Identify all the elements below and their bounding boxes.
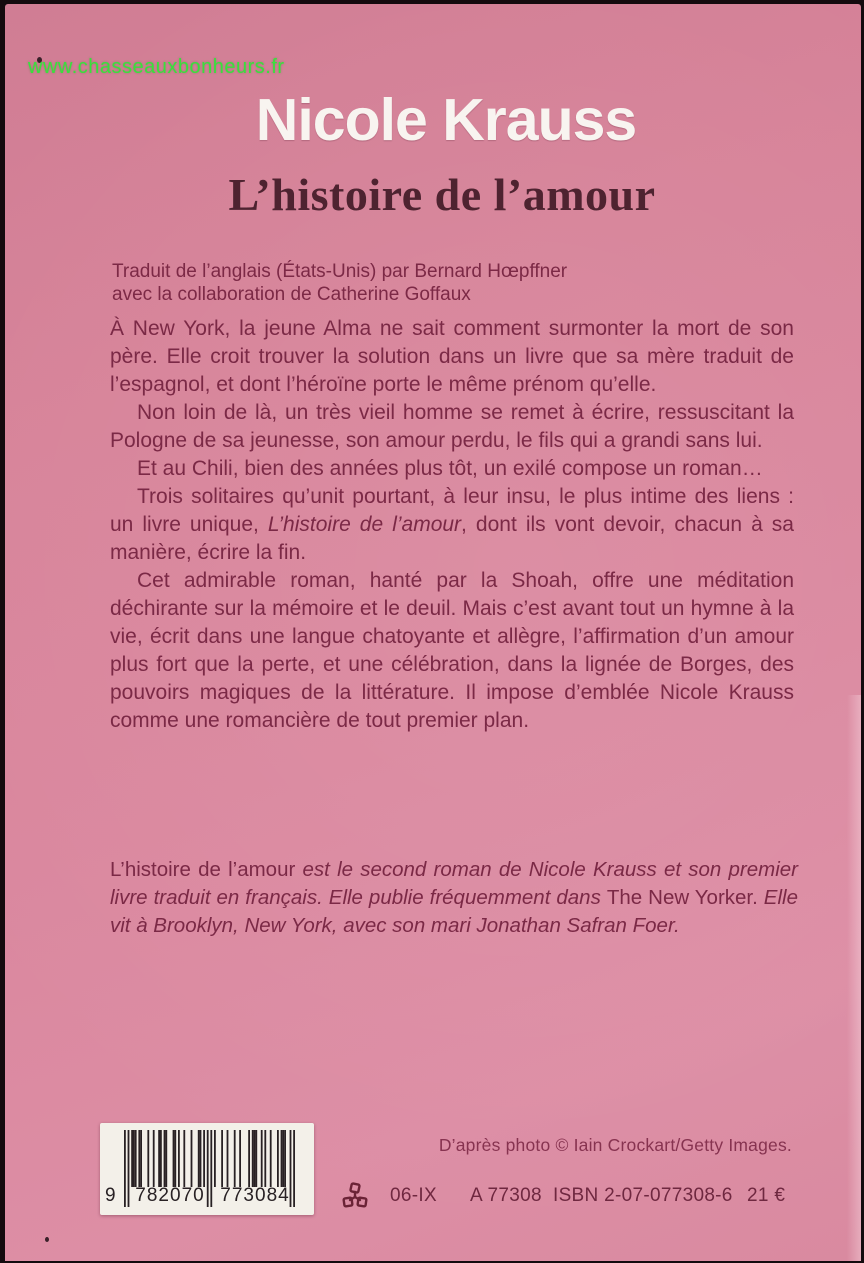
synopsis-paragraph [110,567,794,735]
synopsis-paragraph [110,483,794,567]
text-segment: Cet admirable roman, hanté par la Shoah, offre une méditation déchirante sur la mémoire et le deuil. Mais c’est avant tout un hymne à la vie, écrit dans une langue chatoyante et allègre, l’affirmation d’un amour plus fort que la perte, et une célébration, dans la lignée de Borges, des pouvoirs magiques de la littérature. Il impose d’emblée Nicole Krauss comme une romancière de tout premier plan. [110,569,794,732]
text-segment: Elle vit à Brooklyn, New York, avec son mari Jonathan Safran Foer. [110,886,798,937]
text-segment: The New Yorker. [606,886,758,909]
translation-credit-line: Traduit de l’anglais (États-Unis) par Bernard Hœpffner [112,261,568,282]
photo-credit: D’après photo © Iain Crockart/Getty Images. [438,1135,792,1155]
book-title: L’histoire de l’amour [228,169,656,220]
watermark-url: www.chasseauxbonheurs.fr [28,56,285,78]
synopsis-paragraph [110,399,794,455]
dust-speck [45,1237,49,1242]
text-segment: Trois solitaires qu’unit pourtant, à leur insu, le plus intime des liens : un livre unique, [110,485,794,536]
text-segment: Et au Chili, bien des années plus tôt, un exilé compose un roman… [137,457,763,480]
price: 21 € [747,1185,786,1206]
barcode [100,1123,314,1215]
author-name: Nicole Krauss [255,87,637,153]
book-back-cover [5,4,861,1261]
synopsis-paragraph [110,315,794,399]
text-segment: L’histoire de l’amour [267,513,462,536]
publisher-trefoil-logo-icon [341,1180,369,1217]
text-segment: est le second roman de Nicole Krauss et son premier livre traduit en français. Elle publie fréquemment dans [110,858,798,909]
isbn: ISBN 2-07-077308-6 [553,1185,733,1206]
synopsis-paragraph [110,455,794,483]
translation-credit-line: avec la collaboration de Catherine Goffaux [112,284,471,305]
bio-paragraph [110,856,798,940]
translation-credits [112,260,732,306]
edition-code: A 77308 [470,1185,542,1206]
barcode-digit-group: 773084 [220,1185,290,1206]
text-segment: À New York, la jeune Alma ne sait comment surmonter la mort de son père. Elle croit trouver la solution dans un livre que sa mère traduit de l’espagnol, et dont l’héroïne porte le même prénom qu’elle. [110,317,794,396]
barcode-digit-prefix: 9 [105,1185,117,1206]
print-date-code: 06-IX [390,1185,437,1206]
author-bio [110,856,798,940]
text-segment: , dont ils vont devoir, chacun à sa manière, écrire la fin. [110,513,794,564]
text-segment: L’histoire de l’amour [110,858,296,881]
barcode-digit-group: 782070 [135,1185,205,1206]
synopsis [110,315,794,735]
text-segment: Non loin de là, un très vieil homme se remet à écrire, ressuscitant la Pologne de sa jeunesse, son amour perdu, le fils qui a grandi sans lui. [110,401,794,452]
